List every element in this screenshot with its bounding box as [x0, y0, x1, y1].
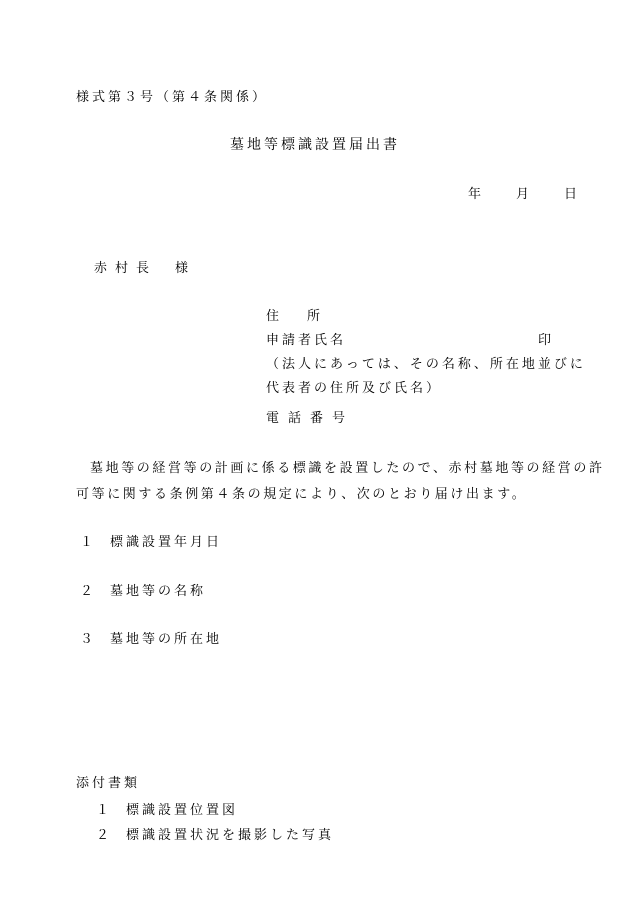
attachment-item: [96, 799, 238, 818]
item-cemetery-location: [80, 628, 222, 647]
item-number: ２: [80, 584, 97, 599]
document-title: 墓地等標識設置届出書: [230, 137, 400, 153]
seal-mark: 印: [538, 333, 555, 348]
item-number: ３: [80, 632, 97, 647]
phone-label: 電話番号: [266, 411, 355, 426]
month-label: 月: [516, 187, 533, 202]
addressee: [94, 257, 196, 276]
addressee-name: 赤村長: [94, 261, 158, 276]
addressee-honorific: 様: [175, 261, 197, 276]
day-label: 日: [564, 187, 581, 202]
address-label: 住所: [266, 309, 349, 324]
form-number: 様式第３号（第４条関係）: [76, 90, 269, 105]
year-label: 年: [468, 187, 485, 202]
corporate-note-line-1: （法人にあっては、その名称、所在地並びに: [266, 357, 586, 372]
attachments-title: 添付書類: [76, 776, 141, 791]
item-installation-date: [80, 531, 222, 550]
item-number: １: [80, 535, 97, 550]
item-label: 墓地等の所在地: [110, 632, 223, 647]
body-paragraph: 墓地等の経営等の計画に係る標識を設置したので、赤村墓地等の経営の許可等に関する条例第４条の規定により、次のとおり届け出ます。: [76, 461, 605, 502]
applicant-name-label: 申請者氏名: [266, 333, 347, 348]
attachment-number: ２: [96, 828, 113, 843]
item-label: 標識設置年月日: [110, 535, 223, 550]
applicant-block: [266, 305, 586, 431]
attachment-label: 標識設置位置図: [126, 803, 239, 818]
date-line: [468, 183, 580, 202]
item-cemetery-name: [80, 580, 206, 599]
attachment-label: 標識設置状況を撮影した写真: [126, 828, 335, 843]
corporate-note-line-2: 代表者の住所及び氏名）: [266, 381, 443, 396]
attachment-item: [96, 824, 334, 843]
applicant-name-line: [266, 329, 586, 353]
item-label: 墓地等の名称: [110, 584, 207, 599]
attachment-number: １: [96, 803, 113, 818]
